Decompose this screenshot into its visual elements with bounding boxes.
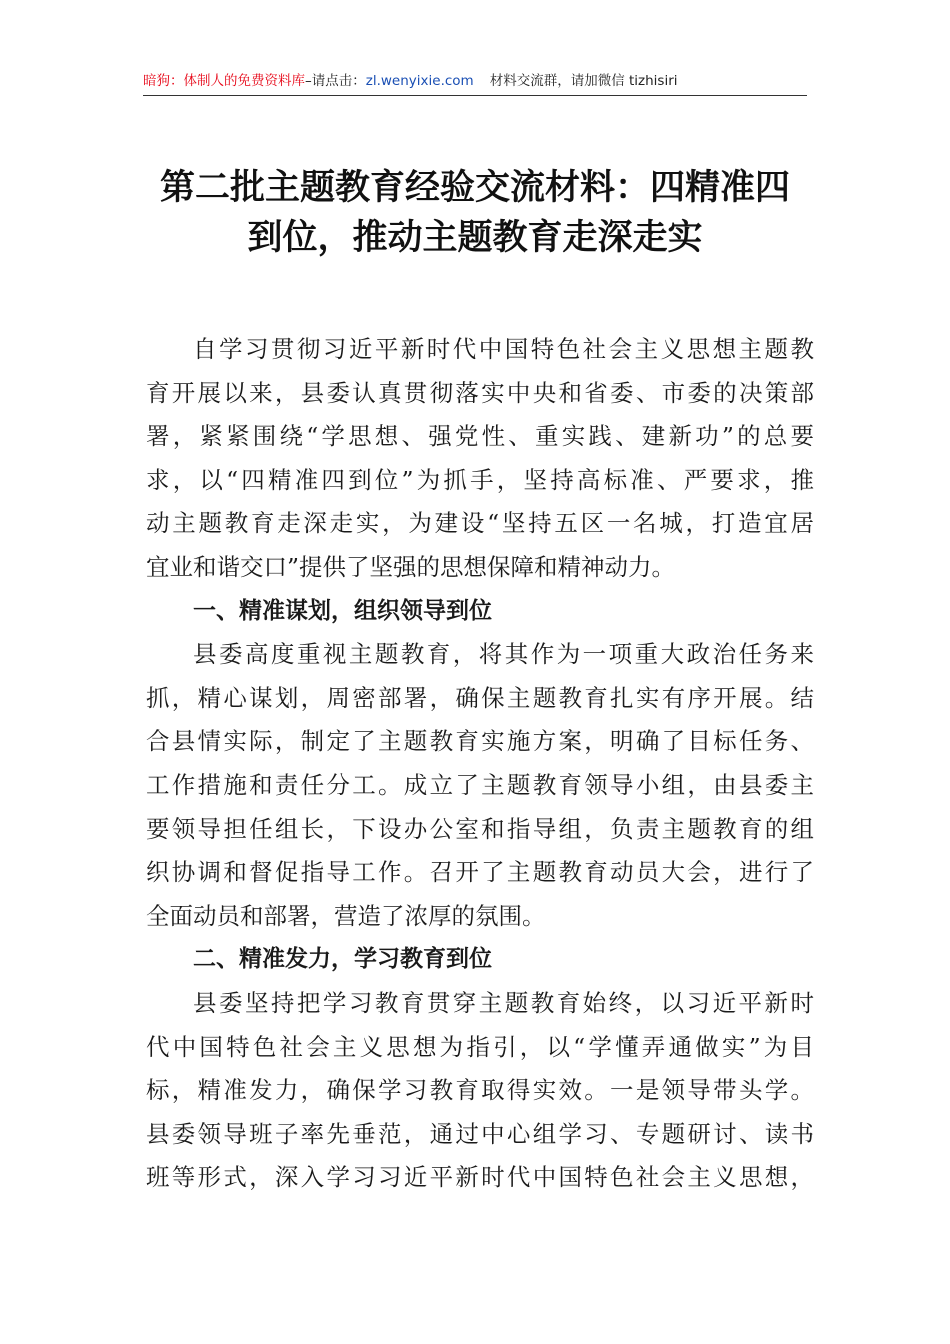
document-body (146, 328, 814, 1200)
paragraph-line: 织协调和督促指导工作。召开了主题教育动员大会，进行了 (146, 858, 814, 887)
paragraph-line: 育开展以来，县委认真贯彻落实中央和省委、市委的决策部 (146, 378, 814, 407)
paragraph-line: 抓，精心谋划，周密部署，确保主题教育扎实有序开展。结 (146, 683, 814, 712)
paragraph-line: 工作措施和责任分工。成立了主题教育领导小组，由县委主 (146, 770, 814, 799)
section-heading: 二、精准发力，学习教育到位 (193, 946, 492, 973)
paragraph-line: 县委坚持把学习教育贯穿主题教育始终，以习近平新时 (193, 988, 814, 1017)
paragraph-line: 县委领导班子率先垂范，通过中心组学习、专题研讨、读书 (146, 1119, 814, 1148)
paragraph-line: 班等形式，深入学习习近平新时代中国特色社会主义思想， (146, 1163, 814, 1192)
header-brand: 暗狗：体制人的免费资料库 (143, 73, 305, 89)
header-link[interactable]: zl.wenyixie.com (365, 73, 474, 89)
document-title-line-2: 到位，推动主题教育走深走实 (247, 217, 703, 258)
paragraph-line: 全面动员和部署，营造了浓厚的氛围。 (146, 901, 546, 930)
paragraph-line: 要领导担任组长，下设办公室和指导组，负责主题教育的组 (146, 814, 814, 843)
section-heading: 一、精准谋划，组织领导到位 (193, 597, 492, 624)
page-header (143, 70, 807, 96)
header-divider (143, 95, 807, 96)
paragraph-line: 署，紧紧围绕“学思想、强党性、重实践、建新功”的总要 (146, 422, 814, 451)
paragraph-line: 代中国特色社会主义思想为指引，以“学懂弄通做实”为目 (146, 1032, 814, 1061)
header-link-prefix: –请点击： (305, 73, 366, 89)
paragraph-line: 求，以“四精准四到位”为抓手，坚持高标准、严要求，推 (146, 465, 814, 494)
paragraph-line: 合县情实际，制定了主题教育实施方案，明确了目标任务、 (146, 727, 814, 756)
paragraph-line: 自学习贯彻习近平新时代中国特色社会主义思想主题教 (193, 335, 814, 363)
paragraph-line: 宜业和谐交口”提供了坚强的思想保障和精神动力。 (146, 552, 676, 581)
header-contact: 材料交流群，请加微信 tizhisiri (489, 73, 678, 89)
paragraph-line: 县委高度重视主题教育，将其作为一项重大政治任务来 (193, 640, 814, 669)
paragraph-line: 动主题教育走深走实，为建设“坚持五区一名城，打造宜居 (146, 509, 814, 538)
paragraph-line: 标，精准发力，确保学习教育取得实效。一是领导带头学。 (146, 1076, 814, 1105)
document-title-line-1: 第二批主题教育经验交流材料：四精准四 (159, 167, 790, 208)
